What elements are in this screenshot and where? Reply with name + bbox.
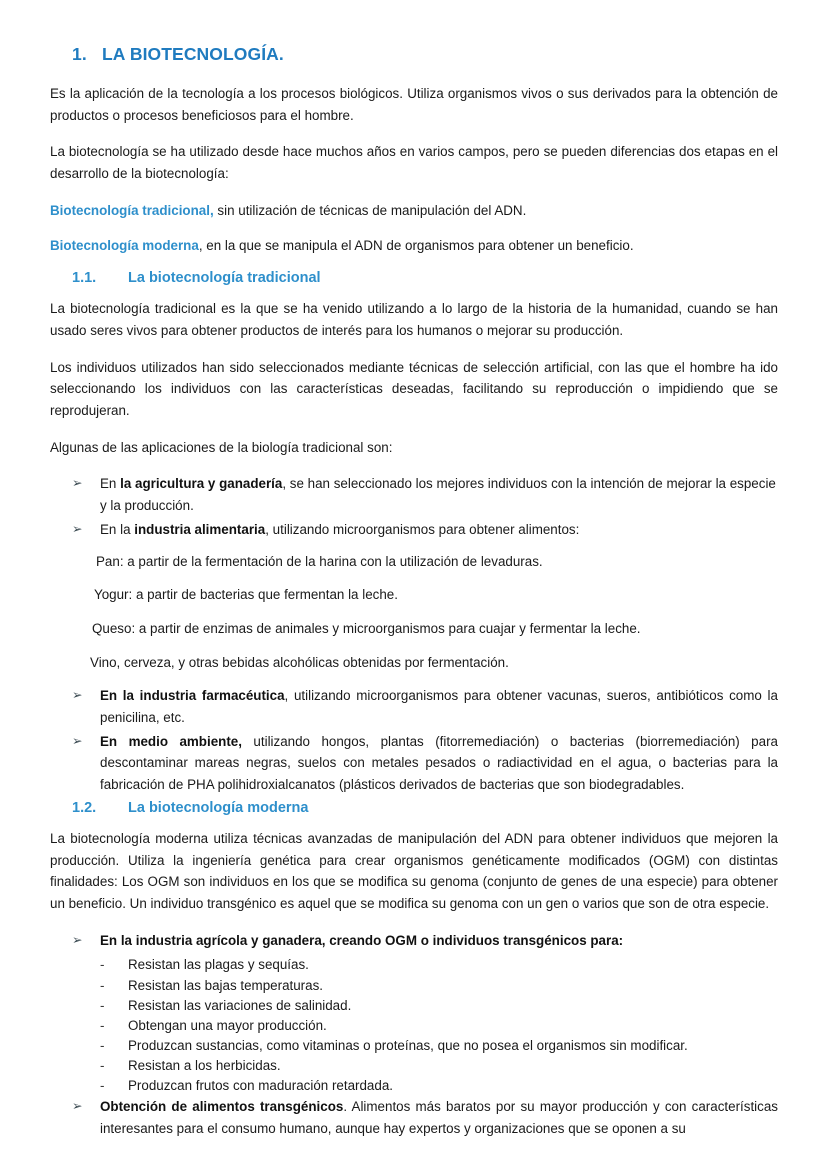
- section-title-1-2: La biotecnología moderna: [128, 799, 309, 816]
- arrow-bullet-icon: ➢: [72, 733, 83, 748]
- section-number-1-1: 1.1.: [72, 270, 97, 287]
- list-item-prefix: En la: [100, 521, 135, 537]
- transgenic-foods-list: [50, 1096, 778, 1139]
- dash-bullet-icon: -: [100, 1037, 105, 1053]
- list-item-label: Produzcan frutos con maduración retardada.: [128, 1078, 393, 1094]
- transgenic-traits-list: [50, 955, 778, 1096]
- arrow-bullet-icon: ➢: [72, 688, 83, 703]
- list-item-prefix: En: [100, 476, 121, 492]
- list-item: [50, 1036, 778, 1056]
- section-heading-1-1: [50, 270, 778, 286]
- list-item: [50, 996, 778, 1016]
- arrow-bullet-icon: ➢: [72, 1099, 83, 1114]
- list-item: [50, 976, 778, 996]
- section-1-1-paragraph-2: Los individuos utilizados han sido seleccionados mediante técnicas de selección artificial, con las que el hombre ha ido seleccionando los individuos con las características deseadas, facilitando su reproducción o impidiendo que se reprodujeran.: [50, 359, 778, 419]
- list-item-rest: , utilizando microorganismos para obtener alimentos:: [265, 521, 580, 537]
- list-item-rest: , se han seleccionado los mejores individuos con la intención de mejorar la especie y la producción.: [100, 476, 776, 514]
- section-1-1-paragraph-1: La biotecnología tradicional es la que se ha venido utilizando a lo largo de la historia de la humanidad, cuando se han usado seres vivos para obtener productos de interés para los humanos o mejorar su producción.: [50, 301, 778, 338]
- food-examples-group: [50, 551, 778, 674]
- definition-traditional: [50, 200, 778, 222]
- dash-bullet-icon: -: [100, 1017, 105, 1033]
- list-item: [50, 473, 778, 516]
- dash-bullet-icon: -: [100, 997, 105, 1013]
- section-1-2-paragraph-1: La biotecnología moderna utiliza técnicas avanzadas de manipulación del ADN para obtener individuos que mejoren la producción. Utiliza la ingeniería genética para crear organismos genéticamente modificados (OGM) con distintas finalidades: Los OGM son individuos en los que se modifica su genoma (conjunto de genes de una especie) para obtener un beneficio. Un individuo transgénico es aquel que se modifica su genoma con un gen o varios que son de otra especie.: [50, 830, 778, 911]
- list-item: [50, 685, 778, 728]
- dash-bullet-icon: -: [100, 1057, 105, 1073]
- list-item-rest: . Alimentos más baratos por su mayor producción y con características interesantes para el consumo humano, aunque hay expertos y organizaciones que se oponen a su: [100, 1099, 778, 1136]
- list-item-label: Resistan las bajas temperaturas.: [128, 977, 324, 993]
- list-item: [50, 955, 778, 975]
- arrow-bullet-icon: ➢: [72, 476, 83, 491]
- list-item: [50, 1016, 778, 1036]
- dash-bullet-icon: -: [100, 1078, 105, 1094]
- section-title-1-1: La biotecnología tradicional: [128, 270, 321, 287]
- list-item-label: Obtengan una mayor producción.: [128, 1017, 327, 1033]
- list-item: [50, 1096, 778, 1139]
- page-title: [50, 44, 778, 65]
- list-item: [50, 930, 778, 952]
- list-item-label: Resistan las variaciones de salinidad.: [128, 997, 352, 1013]
- definition-traditional-lead: Biotecnología tradicional,: [50, 202, 214, 218]
- definition-traditional-rest: sin utilización de técnicas de manipulación del ADN.: [213, 202, 527, 218]
- list-item-bold: Obtención de alimentos transgénicos: [100, 1099, 344, 1115]
- arrow-bullet-icon: ➢: [72, 521, 83, 536]
- list-item-label: Resistan a los herbicidas.: [128, 1057, 281, 1073]
- modern-applications-list: [50, 930, 778, 952]
- list-item-bold: En la industria farmacéutica: [100, 688, 285, 704]
- intro-paragraph-1: Es la aplicación de la tecnología a los procesos biológicos. Utiliza organismos vivos o sus derivados para la obtención de productos o procesos beneficiosos para el hombre.: [50, 86, 778, 123]
- food-example-yogurt: Yogur: a partir de bacterias que fermentan la leche.: [94, 587, 398, 603]
- list-item: [50, 1056, 778, 1076]
- page-title-number: 1.: [72, 44, 87, 64]
- traditional-applications-list: [50, 473, 778, 540]
- food-example-bread: Pan: a partir de la fermentación de la harina con la utilización de levaduras.: [96, 553, 543, 569]
- dash-bullet-icon: -: [100, 977, 105, 993]
- section-heading-1-2: [50, 800, 778, 816]
- dash-bullet-icon: -: [100, 957, 105, 973]
- list-item-label: Produzcan sustancias, como vitaminas o proteínas, que no posea el organismos sin modificar.: [128, 1037, 688, 1053]
- list-item-bold: la agricultura y ganadería: [120, 476, 283, 492]
- definition-modern-lead: Biotecnología moderna: [50, 237, 199, 253]
- document-content: [50, 44, 778, 1144]
- section-number-1-2: 1.2.: [72, 799, 97, 816]
- definition-modern-rest: , en la que se manipula el ADN de organismos para obtener un beneficio.: [198, 237, 634, 253]
- list-item-bold: industria alimentaria: [134, 521, 266, 537]
- list-item-label: Resistan las plagas y sequías.: [128, 957, 309, 973]
- food-example-wine: Vino, cerveza, y otras bebidas alcohólicas obtenidas por fermentación.: [90, 654, 509, 670]
- traditional-applications-list-2: [50, 685, 778, 796]
- list-item: [50, 1076, 778, 1096]
- food-example-cheese: Queso: a partir de enzimas de animales y microorganismos para cuajar y fermentar la leche.: [92, 620, 641, 636]
- list-item-rest: utilizando hongos, plantas (fitorremediación) o bacterias (biorremediación) para descontaminar mareas negras, suelos con metales pesados o radiactividad en el agua, o bacterias para la fabricación de PHA polihidroxialcanatos (plásticos derivados de bacterias que son biodegradables.: [100, 733, 778, 793]
- section-1-1-paragraph-3: Algunas de las aplicaciones de la biología tradicional son:: [50, 439, 393, 455]
- list-item-bold: En la industria agrícola y ganadera, creando OGM o individuos transgénicos para:: [100, 932, 624, 948]
- arrow-bullet-icon: ➢: [72, 932, 83, 947]
- page-title-text: LA BIOTECNOLOGÍA.: [102, 44, 284, 64]
- list-item-bold: En medio ambiente,: [100, 733, 242, 749]
- list-item-rest: , utilizando microorganismos para obtener vacunas, sueros, antibióticos como la penicilina, etc.: [100, 688, 778, 726]
- definition-modern: [50, 235, 778, 257]
- intro-paragraph-2: La biotecnología se ha utilizado desde hace muchos años en varios campos, pero se pueden diferencias dos etapas en el desarrollo de la biotecnología:: [50, 144, 778, 182]
- list-item: [50, 519, 778, 541]
- list-item: [50, 731, 778, 796]
